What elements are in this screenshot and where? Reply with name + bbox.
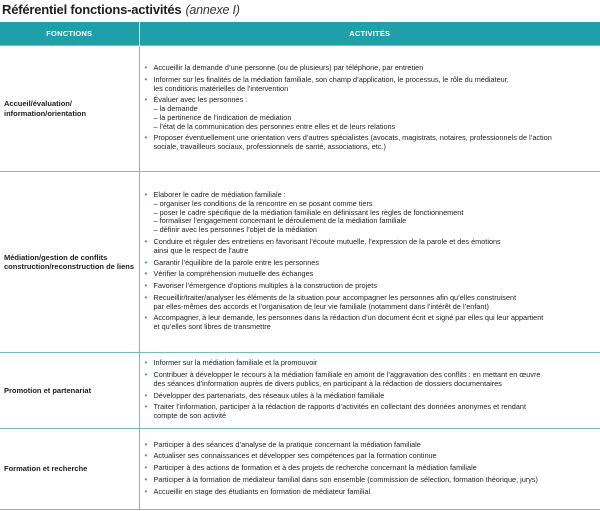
table-row [0, 46, 600, 172]
activity-list [140, 441, 597, 497]
page-title [2, 0, 240, 20]
activity-item [140, 270, 597, 279]
activity-line: • Accueillir la demande d’une personne (ou de plusieurs) par téléphone, par entretien [153, 62, 424, 72]
activity-line: • Favoriser l’émergence d’options multiples à la construction de projets [153, 281, 377, 291]
activity-item [140, 76, 597, 94]
activity-item [140, 371, 597, 389]
activity-line: – la demande [153, 104, 198, 114]
activity-item [140, 392, 597, 401]
function-cell: Formation et recherche [0, 429, 139, 510]
activity-line: – poser le cadre spécifique de la médiation familiale en définissant les règles de fonctionnement [153, 207, 464, 217]
activity-line: • Recueillir/traiter/analyser les éléments de la situation pour accompagner les personnes afin qu’elles construisent [153, 292, 517, 302]
function-cell: Médiation/gestion de conflits construction/reconstruction de liens [0, 172, 139, 353]
activity-line: – définir avec les personnes l’objet de la médiation [153, 225, 317, 235]
activity-line: • Participer à la formation de médiateur familial dans son ensemble (commission de sélection, formation théorique, jurys) [153, 474, 538, 484]
activity-item [140, 134, 597, 152]
activity-line: • Informer sur la médiation familiale et la promouvoir [153, 358, 318, 368]
table-row [0, 429, 600, 510]
activities-cell [139, 353, 600, 429]
activities-cell [139, 429, 600, 510]
activities-cell [139, 172, 600, 353]
activity-item [140, 476, 597, 485]
activity-line: • Proposer éventuellement une orientation vers d’autres spécialistes (avocats, magistrats, notaires, professionnels de l’action [153, 133, 552, 143]
activity-line: – formaliser l’engagement concernant le déroulement de la médiation familiale [153, 216, 407, 226]
activity-line: • Traiter l’information, participer à la rédaction de rapports d’activités en collectant des données anonymes et rendant [153, 402, 526, 412]
activity-line: • Participer à des séances d’analyse de la pratique concernant la médiation familiale [153, 439, 421, 449]
activity-item [140, 64, 597, 73]
activity-line: • Développer des partenariats, des réseaux utiles à la médiation familiale [153, 390, 385, 400]
activity-line: compte de son activité [153, 411, 227, 421]
activity-line: • Accueillir en stage des étudiants en formation de médiateur familial [153, 486, 371, 496]
activity-item [140, 359, 597, 368]
activity-item [140, 96, 597, 131]
activity-item [140, 314, 597, 332]
activity-list [140, 64, 597, 152]
activity-line: sociale, travailleurs sociaux, professionnels de santé, associations, etc.) [153, 142, 386, 152]
activities-cell [139, 46, 600, 172]
activity-list [140, 191, 597, 332]
activity-item [140, 464, 597, 473]
table-row [0, 172, 600, 353]
activity-line: • Contribuer à développer le recours à la médiation familiale en amont de l’aggravation des conflits : en mettant en œuvre [153, 369, 541, 379]
function-cell: Accueil/évaluation/ information/orientation [0, 46, 139, 172]
activity-item [140, 452, 597, 461]
activity-line: • Accompagner, à leur demande, les personnes dans la rédaction d’un document écrit et signé par elles qui leur appartient [153, 313, 544, 323]
activity-line: par elles-mêmes des accords et l’organisation de leur vie familiale (notamment dans l’intérêt de l’enfant) [153, 301, 489, 311]
activity-item [140, 441, 597, 450]
activity-item [140, 403, 597, 421]
activity-line: – la pertinence de l’indication de médiation [153, 112, 292, 122]
activity-line: • Garantir l’équilibre de la parole entre les personnes [153, 257, 319, 267]
activity-line: les conditions matérielles de l’intervention [153, 83, 289, 93]
activity-list [140, 359, 597, 421]
activity-line: • Actualiser ses connaissances et développer ses compétences par la formation continue [153, 451, 437, 461]
activity-item [140, 238, 597, 256]
activity-item [140, 488, 597, 497]
activity-item [140, 191, 597, 235]
title-annex: (annexe I) [185, 3, 240, 17]
header-functions: FONCTIONS [0, 22, 139, 46]
activity-line: • Elaborer le cadre de médiation familiale : [153, 189, 286, 199]
activity-line: – l’état de la communication des personnes entre elles et de leurs relations [153, 121, 396, 131]
title-text: Référentiel fonctions-activités [2, 2, 182, 17]
functions-activities-table [0, 22, 600, 510]
activity-line: • Évaluer avec les personnes : [153, 95, 248, 105]
function-cell: Promotion et partenariat [0, 353, 139, 429]
header-activities: ACTIVITÉS [139, 22, 600, 46]
activity-line: • Participer à des actions de formation et à des projets de recherche concernant la médiation familiale [153, 463, 477, 473]
activity-item [140, 259, 597, 268]
activity-line: • Vérifier la compréhension mutuelle des échanges [153, 269, 314, 279]
activity-line: des séances d’information auprès de divers publics, en participant à la rédaction de dossiers documentaires [153, 378, 502, 388]
table-header-row [0, 22, 600, 46]
activity-item [140, 282, 597, 291]
table-row [0, 353, 600, 429]
activity-line: • Conduire et réguler des entretiens en favorisant l’écoute mutuelle, l’expression de la parole et des émotions [153, 236, 501, 246]
activity-line: • Informer sur les finalités de la médiation familiale, son champ d’application, le processus, le rôle du médiateur, [153, 74, 509, 84]
activity-line: et qu’elles sont libres de transmettre [153, 322, 271, 332]
activity-line: ainsi que le respect de l’autre [153, 245, 249, 255]
activity-line: – organiser les conditions de la rencontre en se posant comme tiers [153, 198, 373, 208]
table-body [0, 46, 600, 510]
activity-item [140, 294, 597, 312]
